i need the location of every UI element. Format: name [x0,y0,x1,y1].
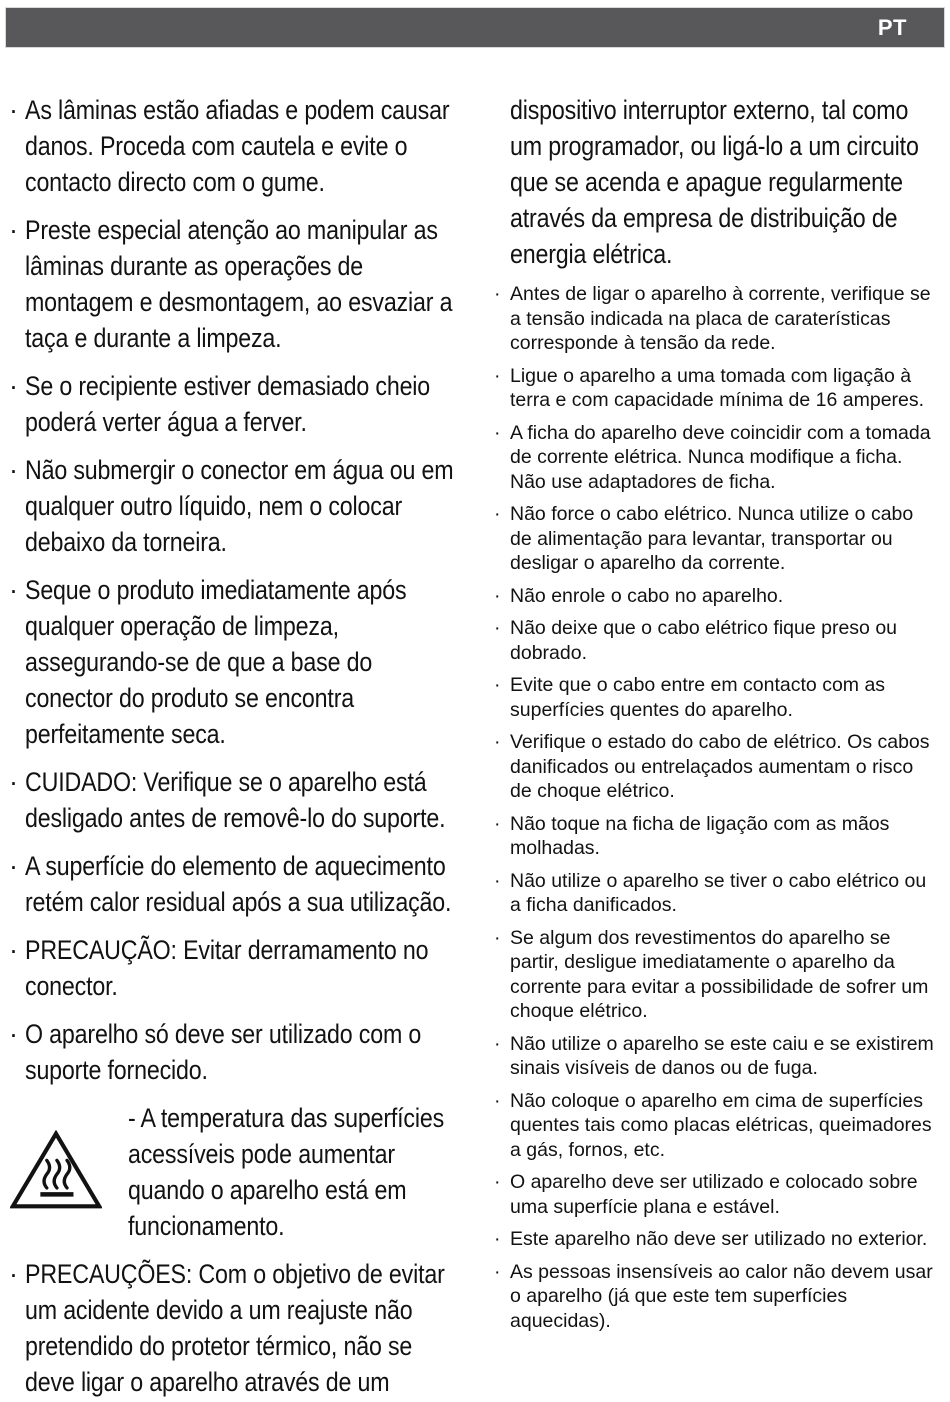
list-item [492,926,940,1024]
bullet-text: Se o recipiente estiver demasiado cheio poderá verter água a ferver. [25,371,431,437]
bullet-marker: · [494,1171,501,1193]
bullet-text: Preste especial atenção ao manipular as lâminas durante as operações de montagem e desmontagem, ao esvaziar a taça e durante a limpeza. [25,215,453,353]
right-column [462,92,950,1402]
bullet-marker: · [9,455,18,485]
bullet-marker: · [494,731,501,753]
bullet-marker: · [494,1228,501,1250]
bullet-text: Antes de ligar o aparelho à corrente, verifique se a tensão indicada na placa de caraterísticas corresponde à tensão da rede. [510,283,931,354]
list-item [492,869,940,918]
bullet-text: As lâminas estão afiadas e podem causar danos. Proceda com cautela e evite o contacto directo com o gume. [25,95,450,197]
bullet-marker: · [494,503,501,525]
list-item [492,282,940,356]
bullet-marker: · [9,95,18,125]
left-bullet-list [8,92,462,1088]
bullet-text: Não enrole o cabo no aparelho. [510,584,784,607]
bullet-text: Não submergir o conector em água ou em qualquer outro líquido, nem o colocar debaixo da torneira. [25,455,454,557]
continuation-paragraph: dispositivo interruptor externo, tal como um programador, ou ligá-lo a um circuito que se acenda e apague regularmente através da empresa de distribuição de energia elétrica. [510,95,919,269]
bullet-text: CUIDADO: Verifique se o aparelho está desligado antes de removê-lo do suporte. [25,767,446,833]
bullet-marker: · [494,812,501,835]
bullet-marker: · [494,584,501,607]
bullet-text: O aparelho só deve ser utilizado com o suporte fornecido. [25,1019,422,1085]
bullet-marker: · [9,1259,18,1289]
list-item [492,616,940,665]
bullet-text: O aparelho deve ser utilizado e colocado sobre uma superfície plana e estável. [510,1171,918,1218]
list-item [8,572,462,752]
bullet-text: A ficha do aparelho deve coincidir com a tomada de corrente elétrica. Nunca modifique a ficha. Não use adaptadores de ficha. [510,421,931,493]
bullet-text: Não utilize o aparelho se tiver o cabo elétrico ou a ficha danificados. [510,869,927,916]
list-item [492,730,940,804]
list-item [8,212,462,356]
bullet-marker: · [494,1089,501,1112]
list-item [8,932,462,1004]
list-item [8,368,462,440]
bullet-marker: · [9,575,18,605]
warning-text: - A temperatura das superfícies acessíveis pode aumentar quando o aparelho está em funcionamento. [128,1103,445,1241]
list-item [492,584,940,609]
bullet-marker: · [494,617,501,639]
list-item [492,421,940,495]
bullet-marker: · [9,215,18,245]
header-bar [5,7,945,48]
right-bullet-list [492,282,940,1333]
list-item [8,1256,462,1400]
bullet-text: Não deixe que o cabo elétrico fique preso ou dobrado. [510,617,898,664]
bullet-marker: · [494,283,501,305]
bullet-marker: · [494,1260,501,1283]
list-item [492,1260,940,1334]
bullet-marker: · [9,767,18,797]
list-item [492,1032,940,1081]
left-column [0,92,462,1402]
bullet-text: Evite que o cabo entre em contacto com as superfícies quentes do aparelho. [510,674,886,721]
bullet-text: Este aparelho não deve ser utilizado no exterior. [510,1228,928,1250]
list-item [8,764,462,836]
two-column-layout [0,92,950,1402]
bullet-text: Não force o cabo elétrico. Nunca utilize o cabo de alimentação para levantar, transportar ou desligar o aparelho da corrente. [510,503,914,574]
hot-surface-warning-icon [10,1130,102,1215]
list-item [8,92,462,200]
bullet-marker: · [494,869,501,892]
list-item [8,1016,462,1088]
list-item [492,502,940,576]
bullet-marker: · [9,371,18,401]
list-item [492,1170,940,1219]
bullet-text: Verifique o estado do cabo de elétrico. Os cabos danificados ou entrelaçados aumentam o risco de choque elétrico. [510,731,930,802]
list-item [8,848,462,920]
bullet-marker: · [9,851,18,881]
bullet-marker: · [494,926,501,949]
bullet-marker: · [494,1032,501,1055]
bullet-text: PRECAUÇÃO: Evitar derramamento no conector. [25,935,429,1001]
bullet-text: Não utilize o aparelho se este caiu e se existirem sinais visíveis de danos ou de fuga. [510,1032,934,1079]
bullet-text: Não coloque o aparelho em cima de superfícies quentes tais como placas elétricas, queimadores a gás, fornos, etc. [510,1089,932,1161]
bullet-marker: · [494,674,501,696]
bullet-marker: · [494,421,501,444]
list-item [492,1227,940,1252]
hot-surface-warning [10,1100,462,1244]
list-item [8,452,462,560]
bullet-text: As pessoas insensíveis ao calor não devem usar o aparelho (já que este tem superfícies aquecidas). [510,1260,933,1332]
bullet-text: Ligue o aparelho a uma tomada com ligação à terra e com capacidade mínima de 16 amperes. [510,364,925,411]
bullet-text: A superfície do elemento de aquecimento retém calor residual após a sua utilização. [25,851,452,917]
list-item [492,1089,940,1163]
language-badge: PT [877,14,907,40]
bullet-marker: · [9,935,18,965]
list-item [492,673,940,722]
bullet-text: Seque o produto imediatamente após qualquer operação de limpeza, assegurando-se de que a base do conector do produto se encontra perfeitamente seca. [25,575,407,749]
bullet-text: Se algum dos revestimentos do aparelho se partir, desligue imediatamente o aparelho da corrente para evitar a possibilidade de sofrer um choque elétrico. [510,926,929,1022]
bullet-marker: · [494,364,501,387]
bullet-text: Não toque na ficha de ligação com as mãos molhadas. [510,812,890,859]
list-item [492,364,940,413]
bullet-marker: · [9,1019,18,1049]
bullet-text: PRECAUÇÕES: Com o objetivo de evitar um acidente devido a um reajuste não pretendido do protetor térmico, não se deve ligar o aparelho através de um [25,1259,445,1397]
list-item [492,812,940,861]
